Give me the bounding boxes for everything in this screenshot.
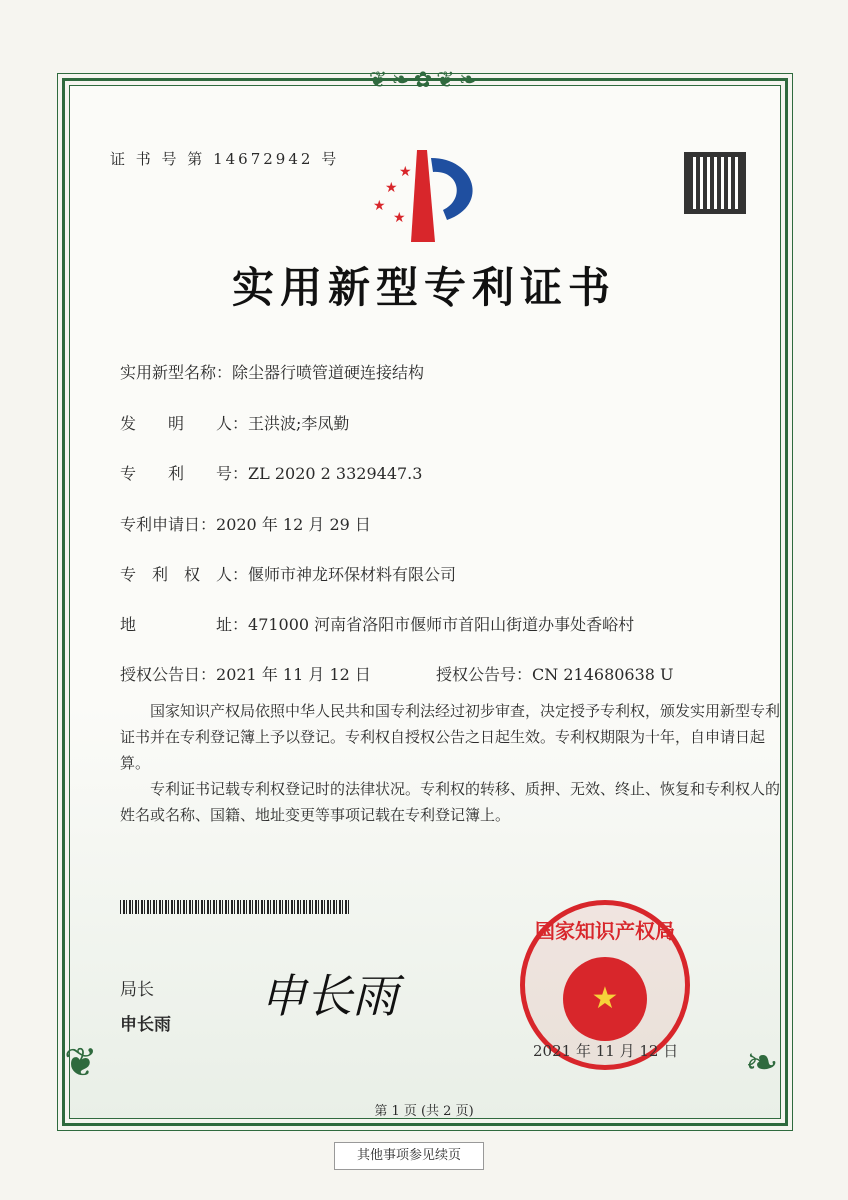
- ornament-corner-left: ❦: [64, 1040, 98, 1086]
- svg-text:★: ★: [373, 198, 386, 214]
- ornament-corner-right: ❧: [745, 1040, 779, 1086]
- field-patentee: 专 利 权 人：偃师市神龙环保材料有限公司: [120, 565, 457, 584]
- field-application-date: 专利申请日：2020 年 12 月 29 日: [120, 515, 371, 534]
- page-indicator: 第 1 页 (共 2 页): [374, 1104, 474, 1119]
- field-address: 地 址：471000 河南省洛阳市偃师市首阳山街道办事处香峪村: [120, 615, 635, 634]
- paragraph-legal-status: 专利证书记载专利权登记时的法律状况。专利权的转移、质押、无效、终止、恢复和专利权人的姓名或名称、国籍、地址变更等事项记载在专利登记簿上。: [120, 780, 781, 824]
- director-name: 申长雨: [120, 1015, 171, 1035]
- field-patent-number: 专 利 号：ZL 2020 2 3329447.3: [120, 464, 423, 483]
- field-inventors: 发 明 人：王洪波;李凤勤: [120, 414, 350, 433]
- field-grant-number: 授权公告号：CN 214680638 U: [436, 665, 674, 684]
- paragraph-grant: 国家知识产权局依照中华人民共和国专利法经过初步审查，决定授予专利权，颁发实用新型专利证书并在专利登记簿上予以登记。专利权自授权公告之日起生效。专利权期限为十年，自申请日起算。: [120, 702, 781, 772]
- seal-text: 国家知识产权局: [535, 919, 675, 943]
- signature: 申长雨: [260, 969, 398, 1023]
- qr-code: [684, 152, 746, 214]
- barcode: [120, 900, 350, 914]
- continued-note: 其他事项参见续页: [334, 1142, 484, 1170]
- seal-date: 2021 年 11 月 12 日: [533, 1042, 679, 1060]
- certificate-title: 实用新型专利证书: [231, 263, 616, 312]
- field-grant-date: 授权公告日：2021 年 11 月 12 日: [120, 665, 371, 684]
- certificate-number: 证 书 号 第 14672942 号: [110, 150, 340, 168]
- director-title: 局长: [120, 980, 154, 1000]
- svg-text:★: ★: [393, 210, 406, 226]
- national-emblem-icon: ★: [563, 957, 647, 1041]
- svg-text:★: ★: [385, 180, 398, 196]
- cnipa-logo: [365, 150, 490, 242]
- svg-text:★: ★: [399, 164, 412, 180]
- ornament-top: ❦❧✿❦❧: [368, 68, 482, 93]
- field-utility-model-name: 实用新型名称：除尘器行喷管道硬连接结构: [120, 363, 425, 382]
